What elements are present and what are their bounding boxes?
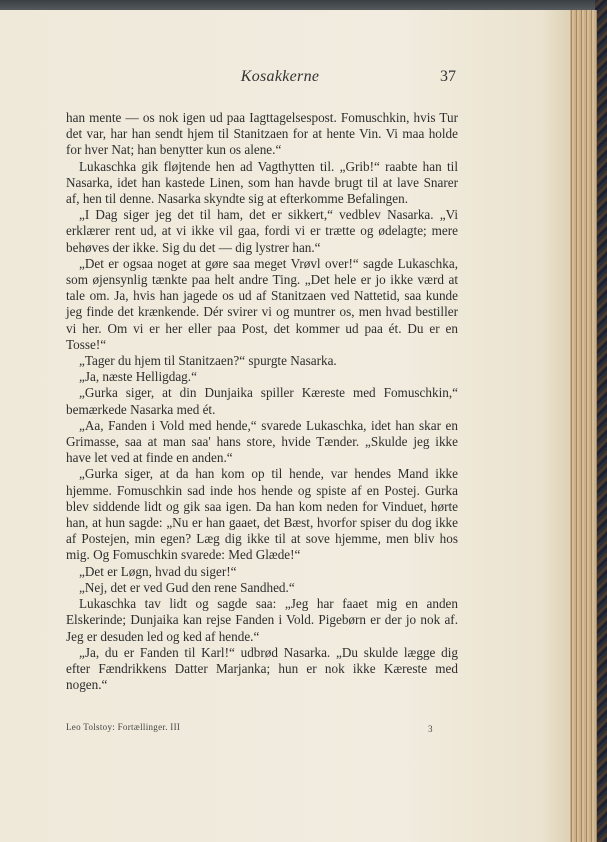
footer-signature: Leo Tolstoy: Fortællinger. III [66, 722, 181, 732]
paragraph: „Gurka siger, at din Dunjaika spiller Kæreste med Fomuschkin,“ bemærkede Nasarka med ét. [66, 385, 458, 417]
paragraph: han mente — os nok igen ud paa Iagttagelsespost. Fomuschkin, hvis Tur det var, har han sendt hjem til Stanitzaen for at hente Vin. Vi maa holde for hver Nat; han benytter kun os alene.“ [66, 110, 458, 158]
paragraph: „Ja, du er Fanden til Karl!“ udbrød Nasarka. „Du skulde lægge dig efter Fændrikkens Datter Marjanka; hun er nok ikke Kæreste med nogen.“ [66, 644, 458, 693]
paragraph: „Gurka siger, at da han kom op til hende, var hendes Mand ikke hjemme. Fomuschkin sad inde hos hende og spiste af en Postej. Gurka blev siddende lidt og gik saa igen. Da han kom neden for Vinduet, hørte han, at hun sagde: „Nu er han gaaet, det Bæst, hvorfor spiser du dog ikke af Postejen, min egen? Læg dig ikke til at sove hjemme, men bliv hos mig. Og Fomuschkin svarede: Med Glæde!“ [66, 466, 458, 563]
body-text [66, 110, 458, 693]
running-title: Kosakkerne [240, 68, 320, 85]
paragraph: Lukaschka gik fløjtende hen ad Vagthytten til. „Grib!“ raabte han til Nasarka, idet han kastede Linen, som han havde brugt til at lave Snarer af, hen til denne. Nasarka skyndte sig at efterkomme Befalingen. [66, 158, 458, 207]
book-page [0, 10, 570, 842]
paragraph: „Ja, næste Helligdag.“ [79, 369, 197, 385]
page-footer [66, 722, 458, 736]
paragraph: „Nej, det er ved Gud den rene Sandhed.“ [79, 579, 295, 595]
paragraph: „Det er Løgn, hvad du siger!“ [79, 563, 237, 579]
paragraph: „Aa, Fanden i Vold med hende,“ svarede Lukaschka, idet han skar en Grimasse, saa at man saa' hans store, hvide Tænder. „Skulde jeg ikke have let ved at finde en anden.“ [66, 417, 458, 466]
page-edges [568, 10, 597, 842]
paragraph: „I Dag siger jeg det til ham, det er sikkert,“ vedblev Nasarka. „Vi erklærer rent ud, at vi ikke vil gaa, fordi vi er trætte og ødelagte; mere behøves der ikke. Sig du det — dig lystrer han.“ [66, 207, 458, 255]
sheet-number: 3 [428, 724, 433, 734]
paragraph: „Tager du hjem til Stanitzaen?“ spurgte Nasarka. [79, 353, 337, 369]
page-header [0, 68, 570, 92]
paragraph: „Det er ogsaa noget at gøre saa meget Vrøvl over!“ sagde Lukaschka, som øjensynlig tænkte paa helt andre Ting. „Det hele er jo ikke værd at tale om. Ja, hvis han jagede os ud af Stanitzaen ved Nattetid, saa kunde jeg finde det krænkende. Dér svirer vi og muntrer os, men hvad bestiller vi her. Om vi er her eller paa Post, det kommer ud paa ét. Du er en Tosse!“ [66, 255, 458, 352]
paragraph: Lukaschka tav lidt og sagde saa: „Jeg har faaet mig en anden Elskerinde; Dunjaika kan rejse Fanden i Vold. Pigebørn er der jo nok af. Jeg er desuden led og ked af hende.“ [66, 596, 458, 644]
page-number: 37 [440, 68, 456, 85]
